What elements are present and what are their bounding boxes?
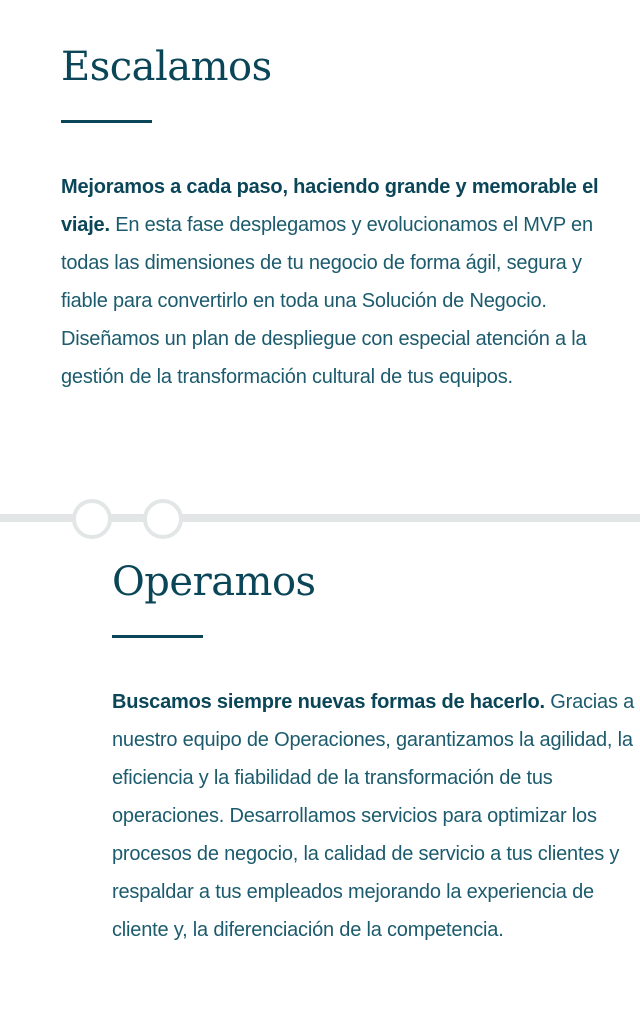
section-description <box>61 168 621 396</box>
section-text: Gracias a nuestro equipo de Operaciones, garantizamos la agilidad, la eficiencia y la fiabilidad de la transformación de tus operaciones. Desarrollamos servicios para optimizar los procesos de negocio, la calidad de servicio a tus clientes y respaldar a tus empleados mejorando la experiencia de cliente y, la diferenciación de la competencia. <box>112 691 635 941</box>
section-description <box>112 683 640 949</box>
section-escalamos <box>61 42 621 416</box>
section-lead: Mejoramos a cada paso, haciendo grande y memorable el viaje. <box>61 176 599 236</box>
title-underline <box>112 635 203 638</box>
section-text: En esta fase desplegamos y evolucionamos el MVP en todas las dimensiones de tu negocio de forma ágil, segura y fiable para convertirlo en toda una Solución de Negocio. Diseñamos un plan de despliegue con especial atención a la gestión de la transformación cultural de tus equipos. <box>61 214 593 388</box>
section-title: Escalamos <box>61 44 272 90</box>
section-lead: Buscamos siempre nuevas formas de hacerlo. <box>112 691 545 713</box>
title-underline <box>61 120 152 123</box>
section-operamos <box>112 557 640 969</box>
timeline-dot-icon <box>143 499 183 539</box>
section-title: Operamos <box>112 559 316 605</box>
timeline-dot-icon <box>72 499 112 539</box>
